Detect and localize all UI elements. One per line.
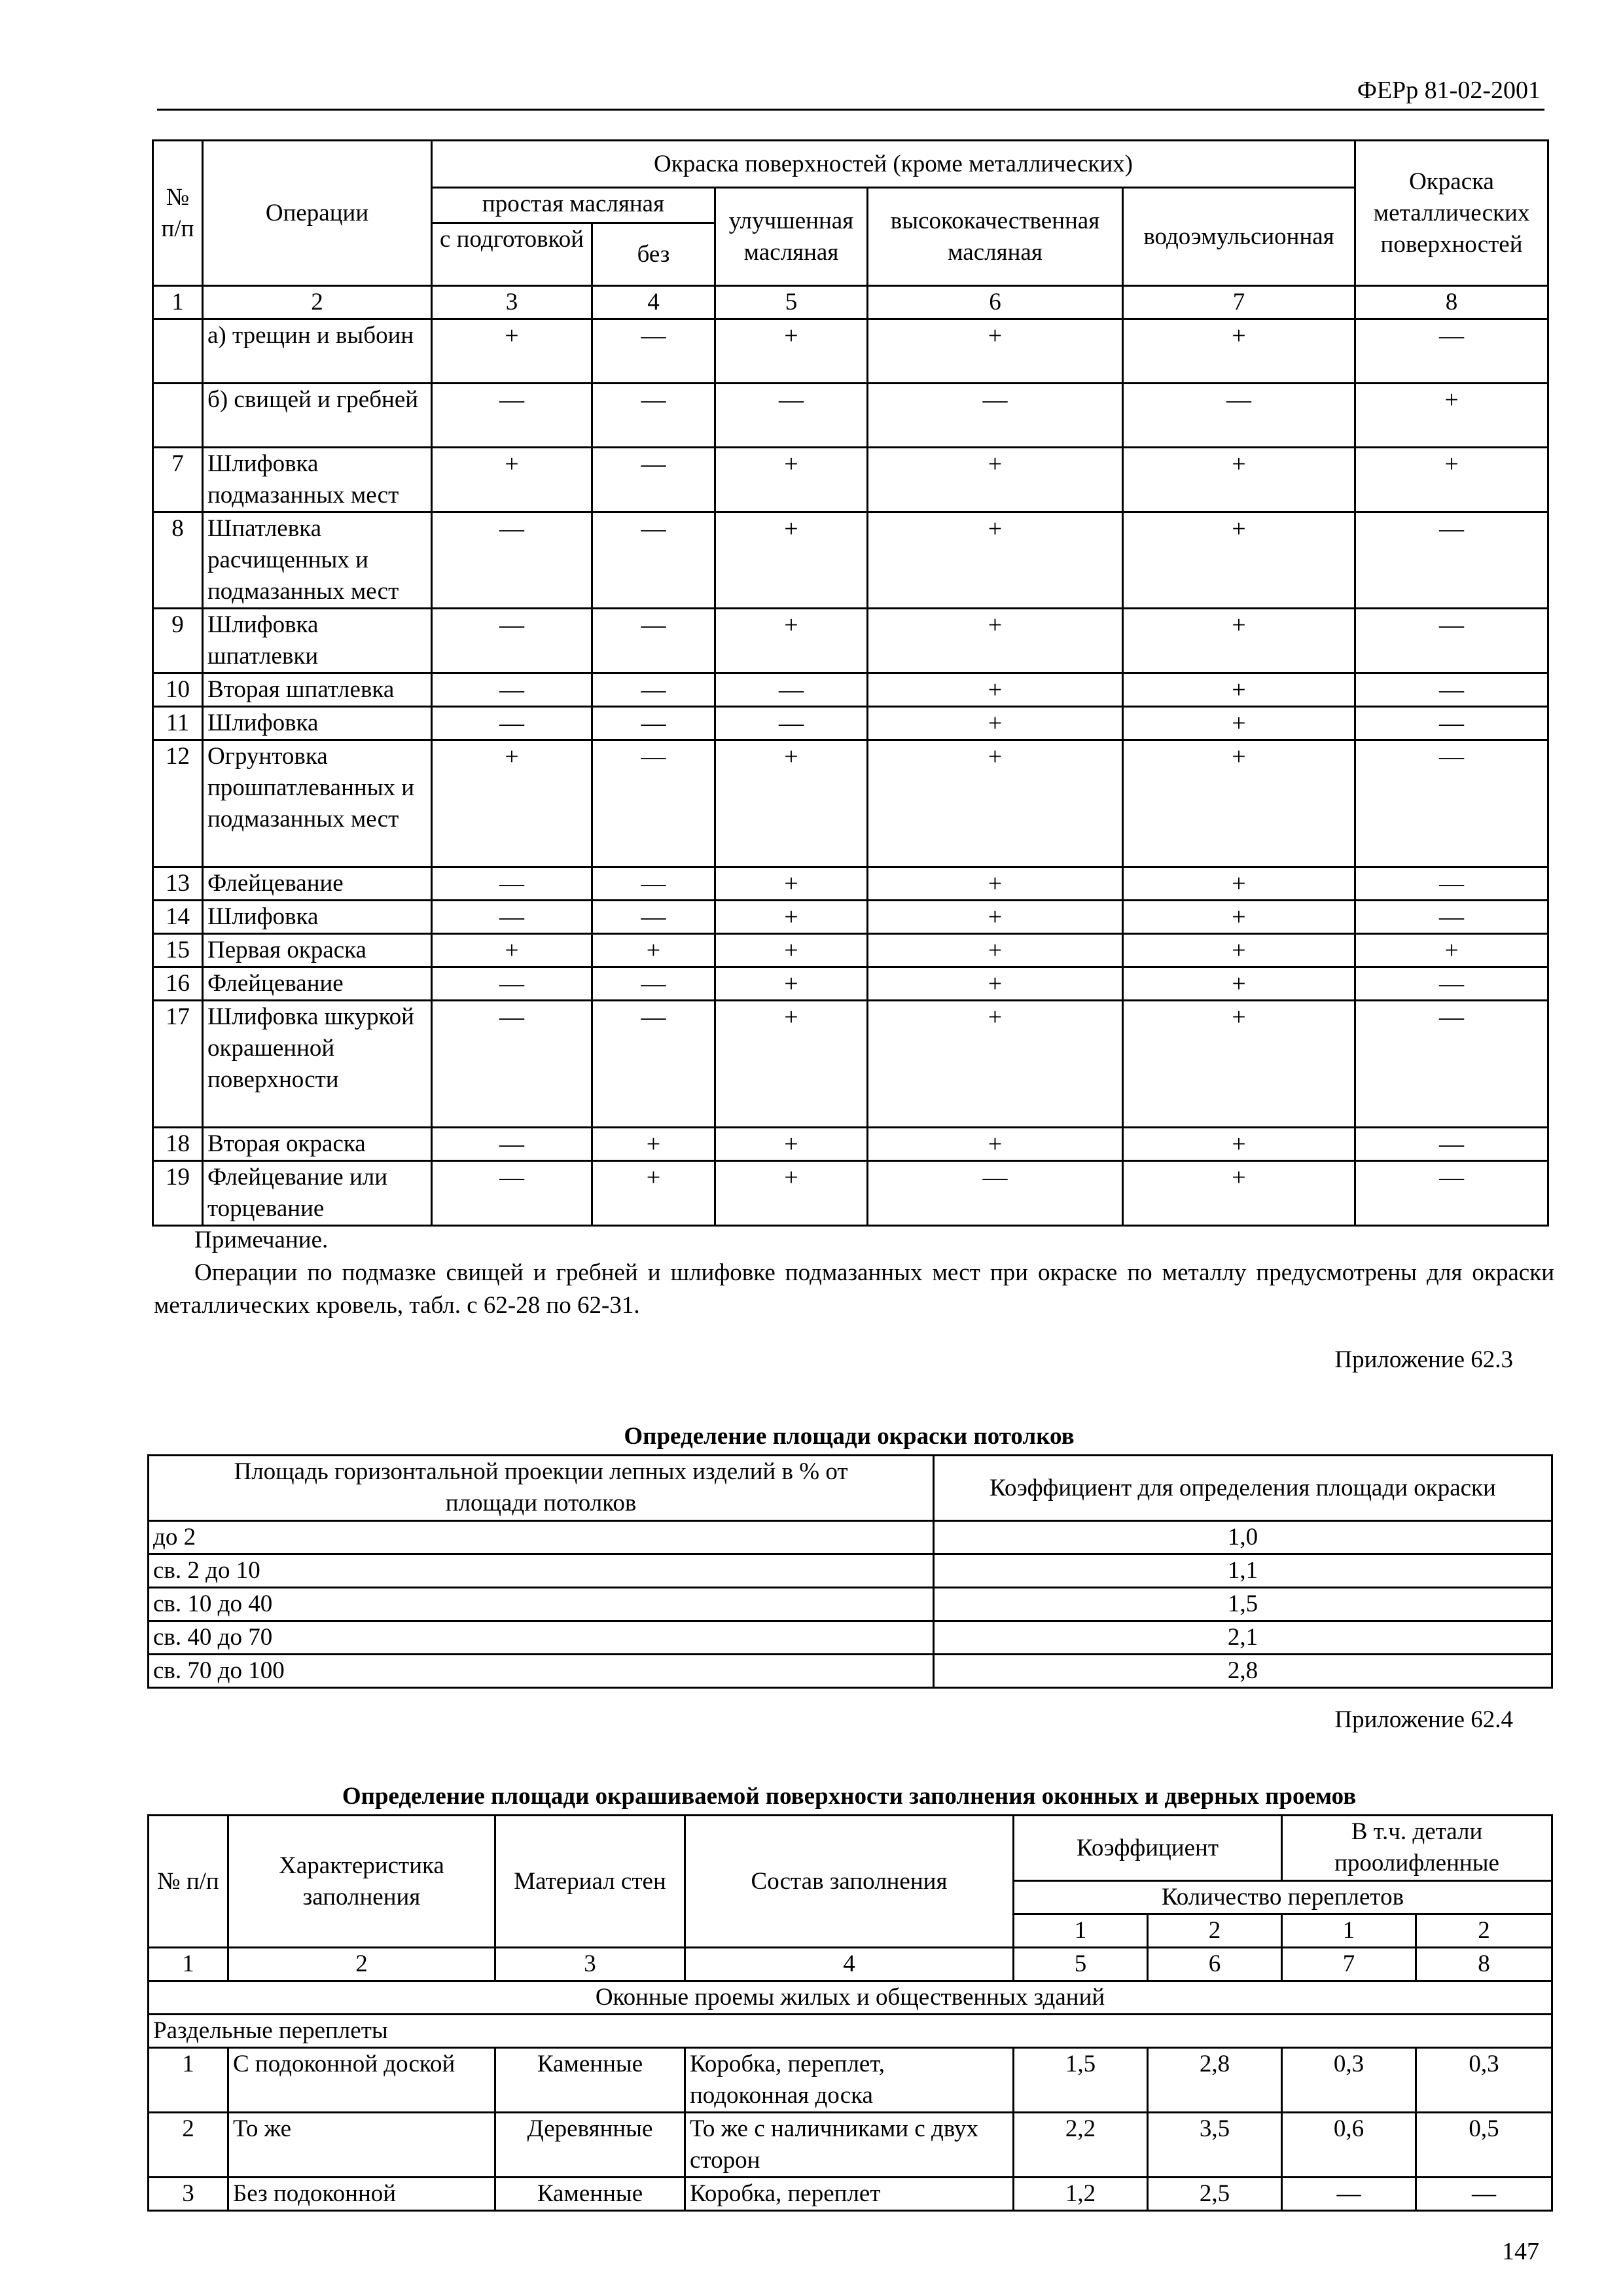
colnum-3: 3 xyxy=(432,286,592,319)
appendix-title-62-4: Определение площади окрашиваемой поверхности заполнения оконных и дверных проемов xyxy=(342,1783,1357,1810)
row-value: 2,8 xyxy=(1148,2048,1282,2113)
table-row xyxy=(153,609,1548,673)
row-mark: — xyxy=(592,448,715,512)
row-mark: — xyxy=(1355,901,1548,934)
row-mark: — xyxy=(592,901,715,934)
row-value: — xyxy=(1416,2178,1552,2211)
header-sub-1: 1 xyxy=(1014,1914,1148,1948)
table-row xyxy=(153,1161,1548,1226)
row-material: Каменные xyxy=(495,2178,685,2211)
row-mark: — xyxy=(1355,1161,1548,1226)
row-num xyxy=(153,319,203,384)
row-operation: Вторая шпатлевка xyxy=(203,673,432,707)
row-mark: + xyxy=(868,867,1123,901)
row-mark: — xyxy=(1123,384,1355,448)
row-mark: + xyxy=(1123,967,1355,1001)
row-mark: — xyxy=(1355,867,1548,901)
row-mark: — xyxy=(432,609,592,673)
header-incl-oiled: В т.ч. детали проолифленные xyxy=(1282,1816,1552,1881)
row-material: Деревянные xyxy=(495,2113,685,2178)
page-header xyxy=(157,73,1544,111)
row-mark: + xyxy=(1123,609,1355,673)
row-mark: + xyxy=(1355,934,1548,967)
row-mark: — xyxy=(592,512,715,609)
row-num: 16 xyxy=(153,967,203,1001)
header-sub-4: 2 xyxy=(1416,1914,1552,1948)
colnum-1: 1 xyxy=(153,286,203,319)
row-mark: + xyxy=(715,967,868,1001)
row-mark: + xyxy=(868,707,1123,740)
row-mark: + xyxy=(1123,901,1355,934)
row-operation: Флейцевание или торцевание xyxy=(203,1161,432,1226)
row-mark: — xyxy=(432,1161,592,1226)
row-mark: + xyxy=(1123,934,1355,967)
header-operations: Операции xyxy=(203,141,432,286)
row-mark: — xyxy=(868,384,1123,448)
colnum-2: 2 xyxy=(203,286,432,319)
note-text: Операции по подмазке свищей и гребней и шлифовке подмазанных мест при окраске по металлу предусмотрены для окраски металлических кровель, табл. с 62-28 по 62-31. xyxy=(154,1259,1554,1319)
row-mark: + xyxy=(715,319,868,384)
row-mark: — xyxy=(432,967,592,1001)
row-operation: а) трещин и выбоин xyxy=(203,319,432,384)
table-row xyxy=(153,934,1548,967)
row-mark: + xyxy=(1123,319,1355,384)
row-mark: — xyxy=(592,609,715,673)
row-mark: + xyxy=(432,934,592,967)
row-range: до 2 xyxy=(149,1521,934,1554)
table-row xyxy=(149,1621,1552,1655)
row-characteristic: С подоконной доской xyxy=(228,2048,495,2113)
ceiling-area-table xyxy=(147,1454,1553,1689)
row-mark: + xyxy=(868,319,1123,384)
header-coefficient: Коэффициент xyxy=(1014,1816,1282,1881)
row-mark: + xyxy=(715,609,868,673)
row-mark: — xyxy=(432,673,592,707)
row-num: 3 xyxy=(149,2178,228,2211)
row-mark: + xyxy=(1123,1128,1355,1161)
colnum-6: 6 xyxy=(868,286,1123,319)
row-num: 15 xyxy=(153,934,203,967)
page-number: 147 xyxy=(1502,2238,1539,2265)
row-mark: — xyxy=(432,901,592,934)
row-operation: Вторая окраска xyxy=(203,1128,432,1161)
row-material: Каменные xyxy=(495,2048,685,2113)
colnum-8: 8 xyxy=(1416,1948,1552,1981)
colnum-4: 4 xyxy=(685,1948,1014,1981)
appendix-title-62-3: Определение площади окраски потолков xyxy=(624,1423,1075,1450)
row-mark: + xyxy=(715,901,868,934)
table-row xyxy=(149,1655,1552,1688)
row-mark: — xyxy=(1355,707,1548,740)
row-mark: — xyxy=(1355,319,1548,384)
table-row xyxy=(153,867,1548,901)
row-num: 19 xyxy=(153,1161,203,1226)
header-water-emulsion: водоэмульсионная xyxy=(1123,188,1355,286)
row-num xyxy=(153,384,203,448)
header-num: № п/п xyxy=(153,141,203,286)
row-mark: + xyxy=(1123,707,1355,740)
note-label: Примечание. xyxy=(194,1227,329,1253)
row-mark: + xyxy=(715,1001,868,1128)
row-operation: Флейцевание xyxy=(203,867,432,901)
document-code: ФЕРр 81-02-2001 xyxy=(1357,77,1541,104)
header-with-prep: с подготовкой xyxy=(432,223,592,286)
row-characteristic: То же xyxy=(228,2113,495,2178)
row-mark: + xyxy=(715,934,868,967)
table-row xyxy=(153,707,1548,740)
header-surfaces-group: Окраска поверхностей (кроме металлических) xyxy=(432,141,1355,188)
row-mark: — xyxy=(432,1128,592,1161)
row-mark: — xyxy=(1355,1001,1548,1128)
row-characteristic: Без подоконной xyxy=(228,2178,495,2211)
row-mark: + xyxy=(715,740,868,867)
header-characteristic: Характеристика заполнения xyxy=(228,1816,495,1948)
row-mark: + xyxy=(1355,384,1548,448)
row-mark: — xyxy=(432,867,592,901)
row-operation: Шлифовка шпатлевки xyxy=(203,609,432,673)
row-mark: + xyxy=(868,967,1123,1001)
table-row xyxy=(149,1521,1552,1554)
row-num: 12 xyxy=(153,740,203,867)
row-mark: — xyxy=(1355,512,1548,609)
table-row xyxy=(153,448,1548,512)
header-simple-oil: простая масляная xyxy=(432,188,715,223)
row-mark: + xyxy=(715,867,868,901)
row-mark: — xyxy=(1355,1128,1548,1161)
row-mark: — xyxy=(1355,967,1548,1001)
table-row xyxy=(149,2113,1552,2178)
row-mark: + xyxy=(1123,448,1355,512)
row-mark: + xyxy=(868,934,1123,967)
row-operation: Шлифовка шкуркой окрашенной поверхности xyxy=(203,1001,432,1128)
row-mark: — xyxy=(432,512,592,609)
row-mark: — xyxy=(1355,609,1548,673)
row-composition: То же с наличниками с двух сторон xyxy=(685,2113,1014,2178)
row-num: 2 xyxy=(149,2113,228,2178)
operations-table xyxy=(152,139,1549,1227)
row-mark: + xyxy=(1123,673,1355,707)
row-value: 1,2 xyxy=(1014,2178,1148,2211)
row-mark: + xyxy=(715,1161,868,1226)
row-value: 0,3 xyxy=(1416,2048,1552,2113)
row-operation: Шлифовка подмазанных мест xyxy=(203,448,432,512)
row-operation: Шлифовка xyxy=(203,901,432,934)
row-range: св. 40 до 70 xyxy=(149,1621,934,1655)
row-range: св. 10 до 40 xyxy=(149,1588,934,1621)
table-row xyxy=(149,2178,1552,2211)
row-mark: + xyxy=(868,1001,1123,1128)
colnum-5: 5 xyxy=(715,286,868,319)
row-num: 13 xyxy=(153,867,203,901)
row-num: 7 xyxy=(153,448,203,512)
row-mark: + xyxy=(1123,1161,1355,1226)
row-operation: Первая окраска xyxy=(203,934,432,967)
header-num: № п/п xyxy=(149,1816,228,1948)
row-mark: — xyxy=(1355,673,1548,707)
row-mark: + xyxy=(1123,740,1355,867)
row-mark: + xyxy=(868,512,1123,609)
row-value: 2,5 xyxy=(1148,2178,1282,2211)
row-mark: — xyxy=(592,319,715,384)
row-mark: — xyxy=(715,384,868,448)
table-row xyxy=(153,1128,1548,1161)
row-value: 1,5 xyxy=(1014,2048,1148,2113)
row-mark: + xyxy=(432,740,592,867)
row-composition: Коробка, переплет, подоконная доска xyxy=(685,2048,1014,2113)
table-row xyxy=(149,2048,1552,2113)
row-mark: — xyxy=(715,707,868,740)
table-row xyxy=(149,1554,1552,1588)
row-mark: + xyxy=(868,448,1123,512)
table-row xyxy=(153,1001,1548,1128)
row-mark: + xyxy=(1123,512,1355,609)
section-heading: Оконные проемы жилых и общественных зданий xyxy=(149,1981,1552,2015)
row-num: 18 xyxy=(153,1128,203,1161)
header-coefficient: Коэффициент для определения площади окраски xyxy=(934,1456,1552,1521)
row-num: 14 xyxy=(153,901,203,934)
header-wall-material: Материал стен xyxy=(495,1816,685,1948)
header-sub-3: 1 xyxy=(1282,1914,1416,1948)
colnum-5: 5 xyxy=(1014,1948,1148,1981)
header-without: без xyxy=(592,223,715,286)
row-coef: 1,0 xyxy=(934,1521,1552,1554)
row-mark: + xyxy=(432,319,592,384)
row-mark: + xyxy=(1123,1001,1355,1128)
row-value: 2,2 xyxy=(1014,2113,1148,2178)
header-improved-oil: улучшенная масляная xyxy=(715,188,868,286)
row-coef: 2,8 xyxy=(934,1655,1552,1688)
row-num: 10 xyxy=(153,673,203,707)
header-metal-surfaces: Окраска металлических поверхностей xyxy=(1355,141,1548,286)
window-openings-table xyxy=(147,1814,1553,2212)
row-coef: 1,5 xyxy=(934,1588,1552,1621)
subsection-heading: Раздельные переплеты xyxy=(149,2015,1552,2048)
row-mark: + xyxy=(715,1128,868,1161)
row-value: — xyxy=(1282,2178,1416,2211)
row-mark: — xyxy=(592,384,715,448)
row-mark: — xyxy=(868,1161,1123,1226)
colnum-4: 4 xyxy=(592,286,715,319)
row-range: св. 2 до 10 xyxy=(149,1554,934,1588)
row-value: 0,5 xyxy=(1416,2113,1552,2178)
row-operation: б) свищей и гребней xyxy=(203,384,432,448)
row-mark: — xyxy=(592,740,715,867)
row-operation: Флейцевание xyxy=(203,967,432,1001)
row-num: 17 xyxy=(153,1001,203,1128)
row-mark: + xyxy=(868,609,1123,673)
colnum-3: 3 xyxy=(495,1948,685,1981)
row-num: 9 xyxy=(153,609,203,673)
row-operation: Шлифовка xyxy=(203,707,432,740)
colnum-2: 2 xyxy=(228,1948,495,1981)
row-value: 0,3 xyxy=(1282,2048,1416,2113)
colnum-7: 7 xyxy=(1282,1948,1416,1981)
table-row xyxy=(153,740,1548,867)
row-mark: + xyxy=(868,901,1123,934)
colnum-6: 6 xyxy=(1148,1948,1282,1981)
header-sub-2: 2 xyxy=(1148,1914,1282,1948)
colnum-7: 7 xyxy=(1123,286,1355,319)
row-mark: + xyxy=(868,673,1123,707)
row-num: 1 xyxy=(149,2048,228,2113)
colnum-1: 1 xyxy=(149,1948,228,1981)
row-composition: Коробка, переплет xyxy=(685,2178,1014,2211)
header-projection-area: Площадь горизонтальной проекции лепных изделий в % от площади потолков xyxy=(149,1456,934,1521)
row-mark: — xyxy=(432,384,592,448)
table-row xyxy=(153,673,1548,707)
colnum-8: 8 xyxy=(1355,286,1548,319)
row-range: св. 70 до 100 xyxy=(149,1655,934,1688)
table-row xyxy=(153,967,1548,1001)
row-coef: 2,1 xyxy=(934,1621,1552,1655)
row-mark: — xyxy=(592,867,715,901)
row-mark: + xyxy=(592,1161,715,1226)
row-mark: + xyxy=(432,448,592,512)
row-value: 0,6 xyxy=(1282,2113,1416,2178)
row-mark: + xyxy=(592,934,715,967)
row-operation: Шпатлевка расчищенных и подмазанных мест xyxy=(203,512,432,609)
header-composition: Состав заполнения xyxy=(685,1816,1014,1948)
appendix-label-62-3: Приложение 62.3 xyxy=(1334,1346,1513,1373)
row-mark: — xyxy=(715,673,868,707)
appendix-label-62-4: Приложение 62.4 xyxy=(1334,1706,1513,1733)
row-mark: — xyxy=(432,1001,592,1128)
row-mark: + xyxy=(1123,867,1355,901)
row-num: 11 xyxy=(153,707,203,740)
row-value: 3,5 xyxy=(1148,2113,1282,2178)
row-mark: + xyxy=(592,1128,715,1161)
table-row xyxy=(153,384,1548,448)
row-coef: 1,1 xyxy=(934,1554,1552,1588)
row-mark: — xyxy=(592,673,715,707)
row-mark: — xyxy=(1355,740,1548,867)
row-mark: + xyxy=(868,1128,1123,1161)
row-mark: — xyxy=(592,707,715,740)
table-row xyxy=(149,1588,1552,1621)
table-row xyxy=(153,319,1548,384)
row-mark: — xyxy=(592,1001,715,1128)
header-high-quality-oil: высококачественная масляная xyxy=(868,188,1123,286)
table-row xyxy=(153,512,1548,609)
row-mark: + xyxy=(1355,448,1548,512)
row-mark: — xyxy=(592,967,715,1001)
row-mark: + xyxy=(868,740,1123,867)
row-mark: + xyxy=(715,448,868,512)
header-frames-count: Количество переплетов xyxy=(1014,1881,1552,1914)
row-mark: — xyxy=(432,707,592,740)
row-num: 8 xyxy=(153,512,203,609)
table-row xyxy=(153,901,1548,934)
row-operation: Огрунтовка прошпатлеванных и подмазанных мест xyxy=(203,740,432,867)
table-note xyxy=(154,1224,1554,1322)
row-mark: + xyxy=(715,512,868,609)
